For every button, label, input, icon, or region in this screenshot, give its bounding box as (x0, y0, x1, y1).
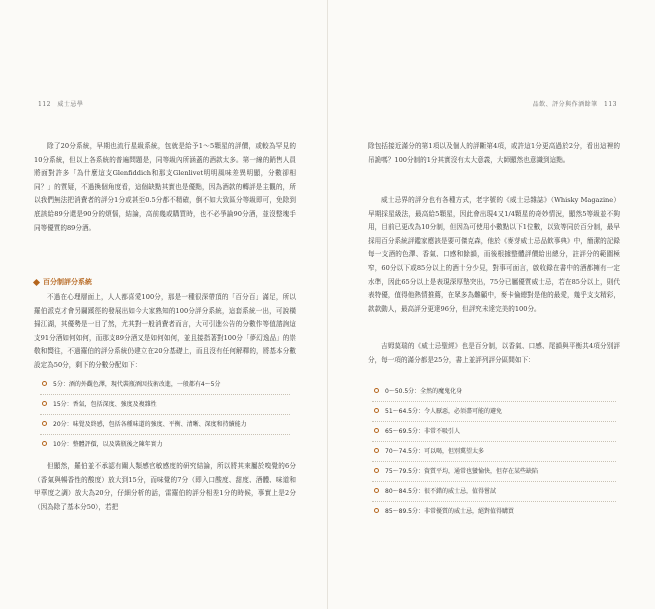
scoring-breakdown-list (40, 375, 290, 454)
left-page-number: 112 (38, 101, 51, 108)
list-item (372, 422, 616, 442)
list-item (40, 435, 290, 454)
right-paragraph-1 (368, 140, 620, 167)
list-item-text: 65～69.5分：非常不吸引人 (385, 428, 460, 435)
right-page (328, 0, 655, 609)
list-item (372, 382, 616, 402)
circle-bullet-icon (42, 401, 47, 406)
right-paragraph-3 (368, 340, 620, 367)
score-range-list (372, 382, 616, 521)
list-item (40, 375, 290, 395)
list-item-text: 0～50.5分：全然的魔鬼化身 (385, 388, 463, 395)
list-item (372, 502, 616, 521)
list-item-text: 5分：酒的外觀色澤，現代裝瓶酒因技術改進，一般都有4～5分 (53, 381, 221, 388)
list-item (372, 482, 616, 502)
list-item-text: 51～64.5分：令人厭惡，必須盡可能的避免 (385, 408, 502, 415)
left-paragraph-3 (34, 460, 296, 514)
list-item (40, 395, 290, 415)
list-item-text: 70～74.5分：可以喝，但別冀望太多 (385, 448, 484, 455)
paragraph-text: 除包括接近滿分的第1項以及個人的評斷第4項，或許這1分更高過於2分，看出這裡的吊詭嗎？100分制的1分其實沒有太大意義，大師顯然也意識到這點。 (368, 142, 620, 164)
left-running-header (34, 99, 83, 108)
paragraph-text: 威士忌界的評分也有各種方式，老字號的《威士忌雜誌》（Whisky Magazine）早期採星級法，最高給5顆星，因此會出現4又1/4顆星的奇妙情況，顯然5等級並不夠用，目前已更改為10分制，但因為可使用小數點以下1位數，以致等同於百分制，最早採用百分系統評鑑家應該是要可傑克森，他於《麥芽威士忌品飲事典》中，簡潔的記錄每一支酒的色澤、香氣、口感和餘韻，而後根據整體評價給出總分，註評分的範圍極窄，60分以下或85分以上的酒十分少見，對事可面言，啟收錄在書中的酒都擁有一定水準，因此65分以上是表現深厚墊突出，75分已屬優質威士忌，若在85分以上，則代表特優，值得他熱情推薦，在眾多為難顧中，麥卡倫總對是他的最愛，幾乎支支精彩，款款動人，最高評分更達96分，但評究未達完美的100分。 (368, 196, 620, 313)
list-item-text: 15分：香氣，包括深度、強度及複雜性 (53, 401, 157, 408)
circle-bullet-icon (374, 508, 379, 513)
left-paragraph-1 (34, 140, 296, 235)
paragraph-text: 吉姆莫瑞的《威士忌聖經》也是百分制，以香氣、口感、尾韻與平衡共4項分別評分，每一項的滿分都是25分，書上並評列評分區間如下： (368, 342, 620, 364)
right-running-head: 品飲、評分與作酒餘筆 (532, 101, 598, 108)
circle-bullet-icon (42, 441, 47, 446)
circle-bullet-icon (374, 388, 379, 393)
list-item (40, 415, 290, 435)
section-title: 百分制評分系統 (43, 278, 92, 286)
left-page (0, 0, 327, 609)
list-item-text: 10分：整體評價，以及裝瓶後之陳年實力 (53, 441, 163, 448)
left-paragraph-2 (34, 291, 296, 373)
list-item (372, 402, 616, 422)
paragraph-text: 不過在心理層面上，人人都喜愛100分，那是一種很深帶頂的「百分百」滿足，所以羅伯派克才會另闢蹊徑的發展出如今大家熟知的100分評分系統，這套系統一出，可說橫掃江湖，其優勢是一目了然，尤其對一般消費者而言，大可引進公告的分數作等值諮詢這支91分酒如何如何，而那支89分酒又是如何如何，並且接指著對100分「夢幻逸品」的崇敬和嚮往，不過羅伯的評分系統仍建立在20分基礎上，而且沒有任何解釋的，將基本分數設定為50分，剩下的分數分配如下： (34, 293, 296, 369)
list-item-text: 80～84.5分：很不錯的威士忌，值得嘗試 (385, 488, 496, 495)
section-heading (34, 277, 92, 287)
right-running-header (533, 99, 621, 108)
paragraph-text: 除了20分系統，早期也流行星級系統，包就是給予1～5顆星的評價，或較為罕見的10分系統，但以上各系統的普遍問題是，同等級內所涵蓋的酒款太多。第一線的銷售人員將面對許多「為什麼這支Glenfiddich和那支Glenlivet明明風味差異明顯，分數卻相同？」的質疑，不過換個角度看，這個缺點其實也是優點，因為酒款的轉評是主觀的，所以我們無法把消費者的評分1分或甚至0.5分都不精確，倒不如大致區分等級即可，免除到底該給89分還是90分的煩惱，結論，高前幾或購買時，也不必爭論90分酒，並沒整塊手同等優質的89分酒。 (34, 142, 296, 232)
circle-bullet-icon (42, 381, 47, 386)
right-page-number: 113 (604, 101, 617, 108)
right-paragraph-2 (368, 194, 620, 316)
circle-bullet-icon (374, 468, 379, 473)
list-item (372, 462, 616, 482)
circle-bullet-icon (374, 448, 379, 453)
circle-bullet-icon (374, 408, 379, 413)
diamond-icon (33, 278, 40, 285)
circle-bullet-icon (374, 488, 379, 493)
circle-bullet-icon (42, 421, 47, 426)
list-item (372, 442, 616, 462)
circle-bullet-icon (374, 428, 379, 433)
list-item-text: 20分：味覺及終感，包括各種味道的強度、平衡、清晰、深度和持續能力 (53, 421, 247, 428)
list-item-text: 85～89.5分：非常優質的威士忌，絕對值得購買 (385, 508, 514, 515)
list-item-text: 75～79.5分：資質平均，通常也蠻愉快，但存在某些缺陷 (385, 468, 538, 475)
left-running-head: 威士忌學 (57, 101, 84, 108)
paragraph-text: 但顯然，羅伯並不承認有關人類感官敏感度的研究結論，所以將其來屬於嗅覺的6分（香氣與暢香性的酸度）放大到15分，而味覺的7分（即入口酸度、甜度、酒體、味道和甲華度之調）放大為20分，仔細分析的話，雷羅伯的評分相差1分的時候，事實上是2分（因為除了基本分50），若把 (34, 462, 296, 511)
